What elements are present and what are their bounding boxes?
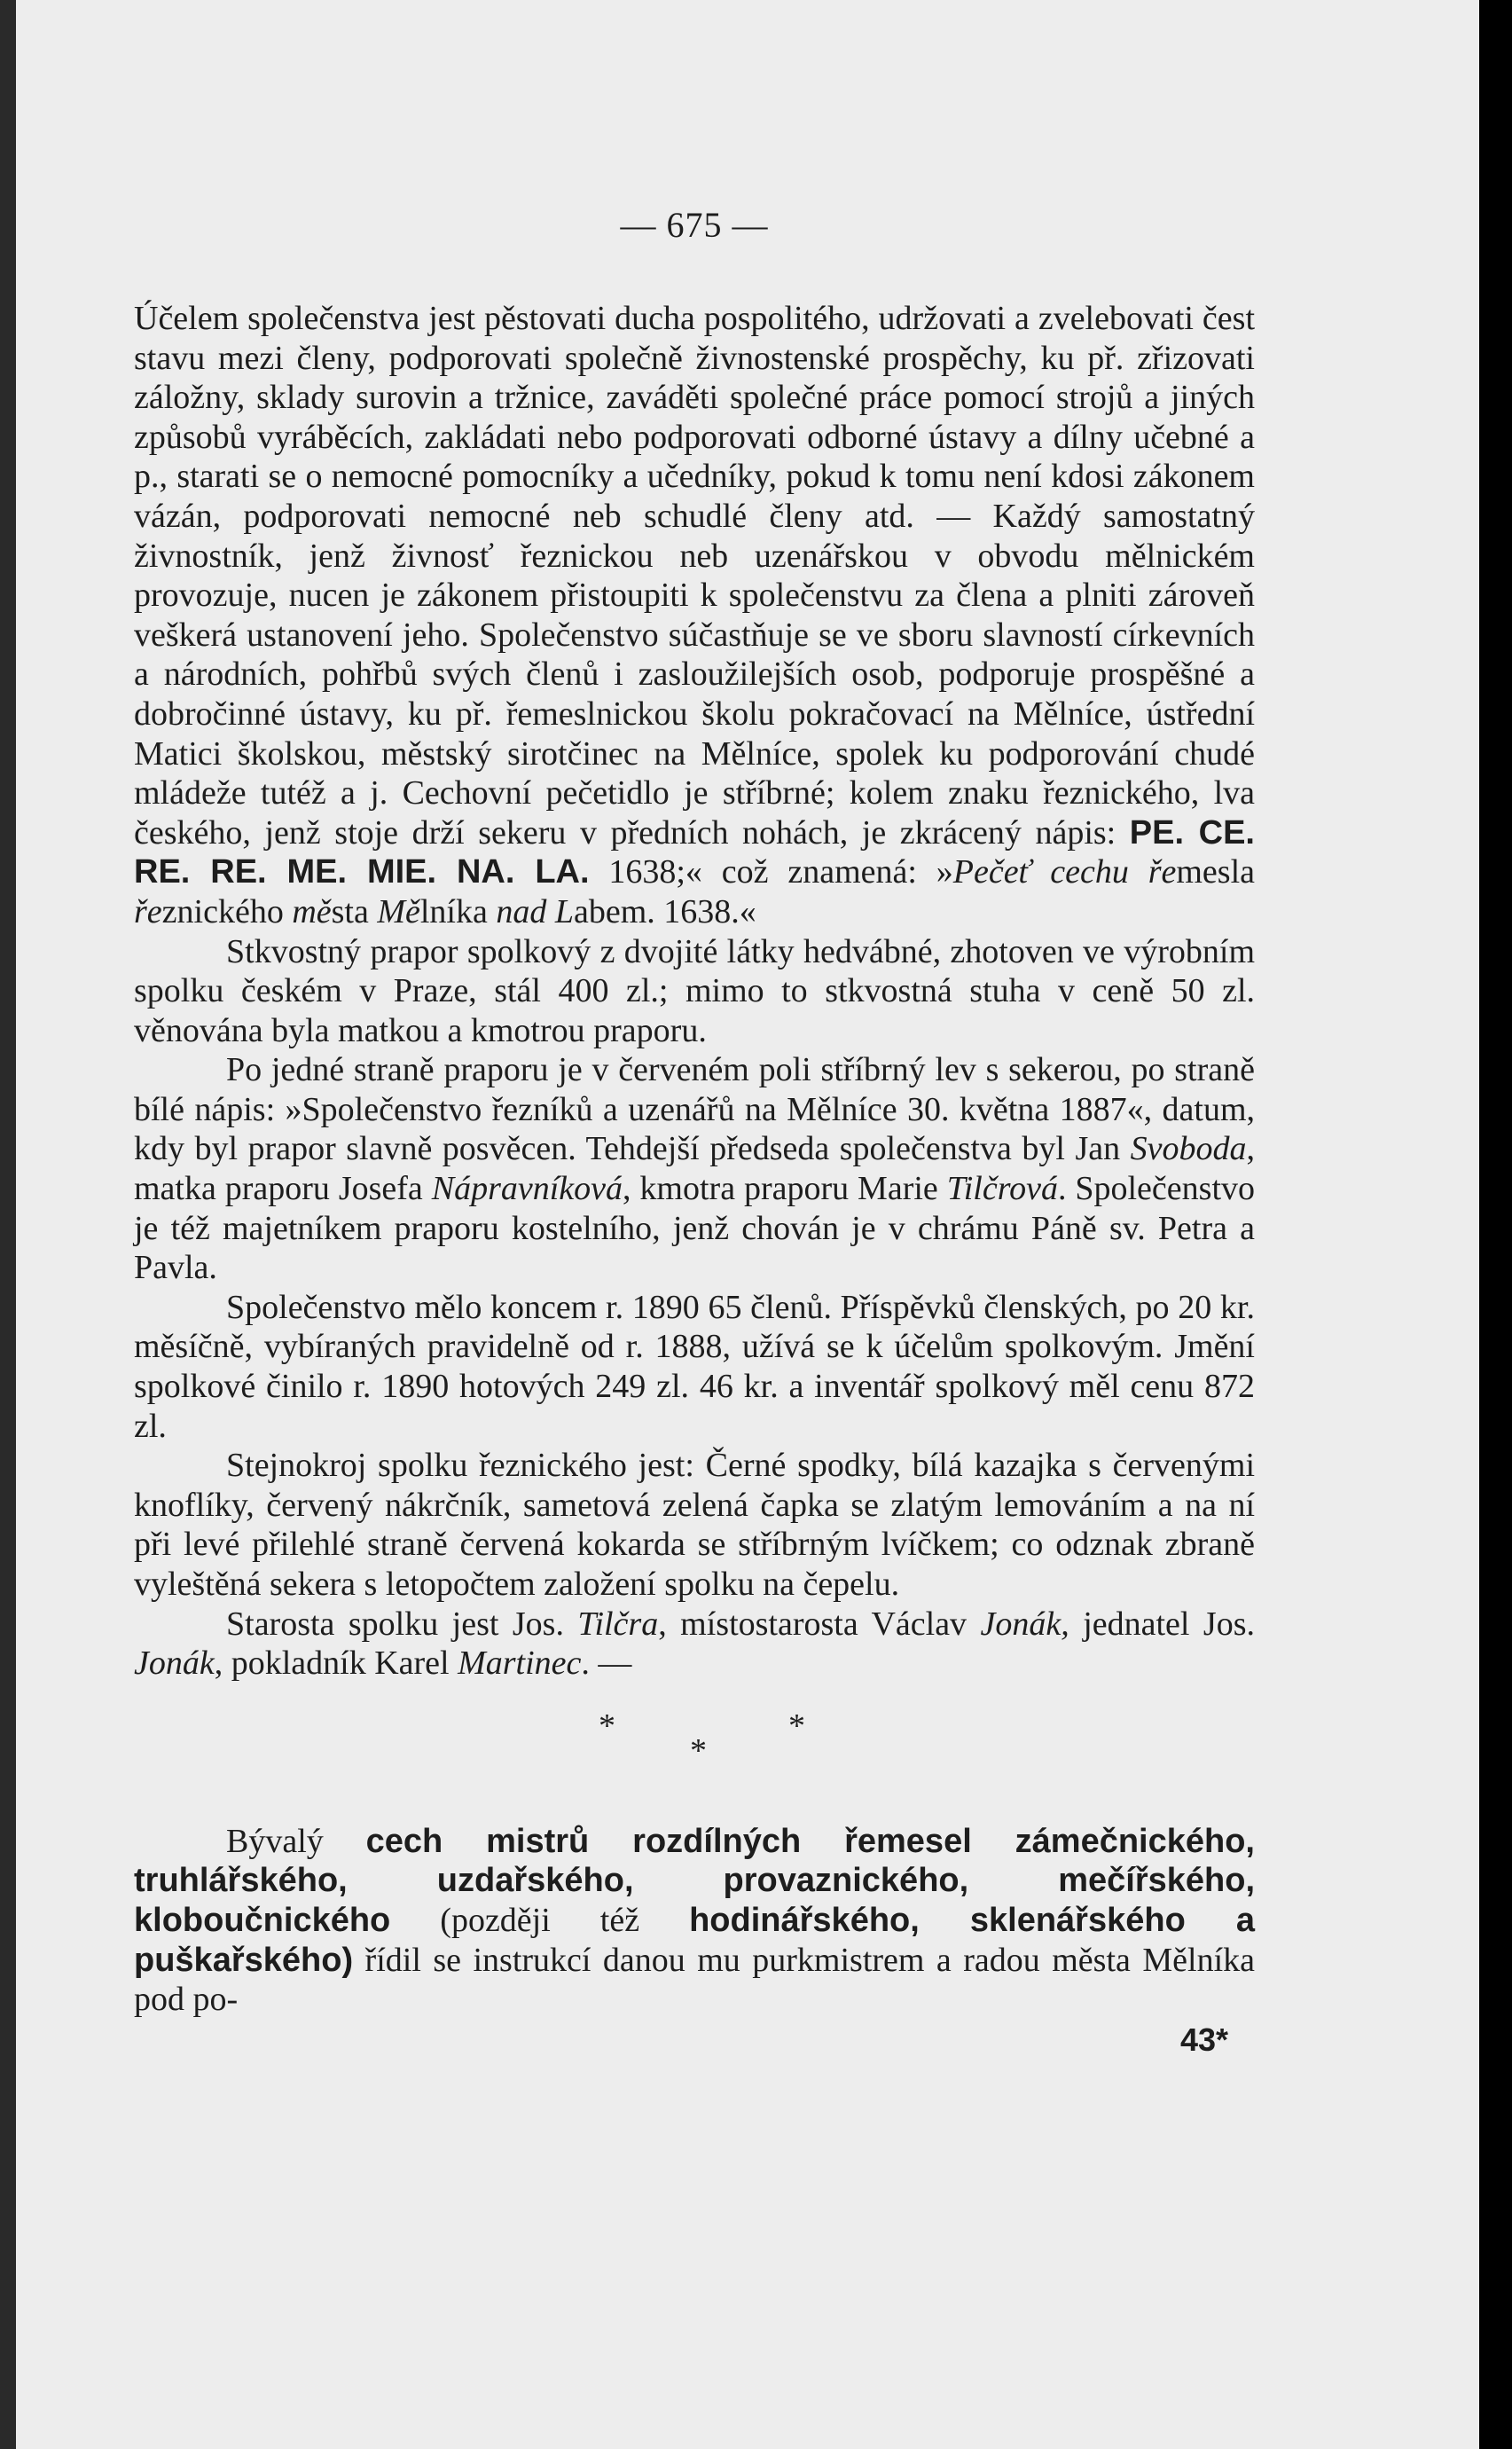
guild-heading-text: (později též: [390, 1901, 690, 1939]
paragraph-uniform: Stejnokroj spolku řeznického jest: Černé spodky, bílá kazajka s červenými knoflíky, červený nákrčník, sametová zelená čapka se zlatým lemováním a na ní při levé přilehlé straně červená kokarda se stříbrným lvíčkem; co odznak zbraně vyleštěná sekera s letopočtem založení spolku na čepelu.: [134, 1447, 1255, 1603]
paragraph-members: Společenstvo mělo koncem r. 1890 65 členů. Příspěvků členských, po 20 kr. měsíčně, vybíraných pravidelně od r. 1888, užívá se k účelům spolkovým. Jmění spolkové činilo r. 1890 hotových 249 zl. 46 kr. a inventář spolkový měl cenu 872 zl.: [134, 1288, 1255, 1445]
paragraph-guild-heading: [134, 1822, 1255, 2020]
seal-translation-italic: mě: [292, 892, 332, 930]
paragraph-purpose-text: Účelem společenstva jest pěstovati ducha pospolitého, udržovati a zvelebovati čest stavu mezi členy, podporovati společně živnostenské prospěchy, ku př. zřizovati záložny, sklady surovin a tržnice, zaváděti společné práce pomocí strojů a jiných způsobů vyráběcích, zakládati nebo podporovati odborné ústavy a dílny učebné a p., starati se o nemocné pomocníky a učedníky, pokud k tomu není kdosi zákonem vázán, podporovati nemocné neb schudlé členy atd. — Každý samostatný živnostník, jenž živnosť řeznickou neb uzenářskou v obvodu mělnickém provozuje, nucen je zákonem přistoupiti k společenstvu za člena a plniti zároveň veškerá ustanovení jeho. Společenstvo súčastňuje se ve sboru slavností církevních a národních, pohřbů svých členů i zasloužilejších osob, podporuje prospěšné a dobročinné ústavy, ku př. řemeslnickou školu pokračovací na Mělníce, ústřední Matici školskou, městský sirotčinec na Mělníce, spolek ku podporování chudé mládeže tutéž a j. Cechovní pečetidlo je stříbrné; kolem znaku řeznického, lva českého, jenž stoje drží sekeru v předních nohách, je zkrácený nápis:: [134, 300, 1255, 852]
person-name-italic: Svoboda: [1130, 1130, 1247, 1168]
seal-translation-italic: nad L: [496, 892, 574, 930]
banner-description-text: , matka praporu Josefa: [134, 1130, 1255, 1208]
seal-year-text: 1638;« což znamená: »: [589, 853, 953, 891]
officers-text: , místostarosta Václav: [658, 1605, 981, 1643]
paragraph-purpose: [134, 299, 1255, 932]
banner-description-text: , kmotra praporu Marie: [623, 1170, 947, 1208]
seal-inscription: PE. CE. RE. RE. ME. MIE. NA. LA.: [134, 813, 1255, 891]
sheet-signature: 43*: [1179, 2021, 1228, 2058]
paragraph-banner: Stkvostný prapor spolkový z dvojité látky hedvábné, zhotoven ve výrobním spolku českém v Praze, stál 400 zl.; mimo to stkvostná stuha v ceně 50 zl. věnována byla matkou a kmotrou praporu.: [134, 932, 1255, 1049]
guild-heading-bold: cech mistrů rozdílných řemesel zámečnického, truhlářského, uzdařského, provaznického, mečířského, kloboučnického: [134, 1822, 1255, 1939]
page-number: — 675 —: [620, 205, 769, 245]
book-page: [16, 0, 1479, 2449]
officers-text: . —: [581, 1644, 632, 1683]
person-name-italic: Jonák: [134, 1644, 215, 1683]
officers-text: , pokladník Karel: [214, 1644, 458, 1683]
seal-translation-text: mesla: [1176, 853, 1255, 891]
guild-heading-text: Bývalý: [226, 1822, 366, 1860]
person-name-italic: Nápravníková: [431, 1170, 623, 1208]
seal-translation-text: znického: [161, 892, 293, 930]
person-name-italic: Tilčrová: [946, 1170, 1058, 1208]
separator-star: *: [599, 1707, 615, 1745]
scan-edge-left: [0, 0, 16, 2449]
scan-edge-right: [1479, 0, 1512, 2449]
guild-heading-text: řídil se instrukcí danou mu purkmistrem a radou města Mělníka pod po-: [134, 1941, 1255, 2019]
person-name-italic: Martinec: [458, 1644, 582, 1683]
person-name-italic: Tilčra: [577, 1605, 659, 1643]
separator-star: *: [690, 1731, 707, 1770]
banner-description-text: . Společenstvo je též majetníkem praporu kostelního, jenž chován je v chrámu Páně sv. Petra a Pavla.: [134, 1170, 1255, 1287]
seal-translation-italic: Mě: [377, 892, 420, 930]
page-text: [134, 53, 1255, 2059]
guild-heading-bold: hodinářského, sklenářského a puškařského): [134, 1901, 1255, 1979]
seal-translation-italic: ře: [134, 892, 162, 930]
banner-description-text: Po jedné straně praporu je v červeném poli stříbrný lev s sekerou, po straně bílé nápis: »Společenstvo řezníků a uzenářů na Mělníce 30. května 1887«, datum, kdy byl prapor slavně posvěcen. Tehdejší předseda společenstva byl Jan: [134, 1051, 1255, 1168]
person-name-italic: Jonák,: [980, 1605, 1069, 1643]
separator-star: *: [788, 1707, 805, 1745]
section-separator: [134, 1707, 1255, 1778]
officers-text: jednatel Jos.: [1069, 1605, 1255, 1643]
paragraph-banner-description: [134, 1050, 1255, 1288]
seal-translation-text: abem. 1638.«: [574, 892, 756, 930]
seal-translation-italic: Pečeť cechu ře: [952, 853, 1177, 891]
seal-translation-text: sta: [331, 892, 378, 930]
paragraph-officers: [134, 1605, 1255, 1684]
seal-translation-text: lníka: [419, 892, 497, 930]
officers-text: Starosta spolku jest Jos.: [226, 1605, 578, 1643]
